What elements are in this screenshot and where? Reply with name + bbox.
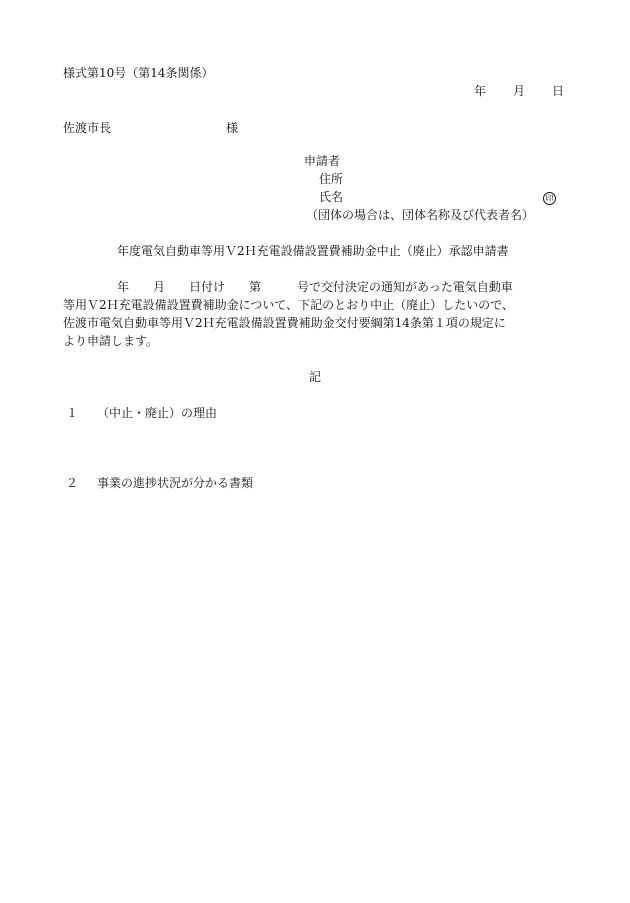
name-label: 氏名 xyxy=(319,190,344,204)
body-line: 年 月 日付け 第 号で交付決定の通知があった電気自動車 xyxy=(117,280,513,294)
item-text: 事業の進捗状況が分かる書類 xyxy=(97,476,254,490)
item-number: ２ xyxy=(66,476,79,490)
date-line: 年 月 日 xyxy=(474,84,566,98)
item-text: （中止・廃止）の理由 xyxy=(97,406,218,420)
document-title: 年度電気自動車等用Ｖ2Ｈ充電設備設置費補助金中止（廃止）承認申請書 xyxy=(117,244,509,258)
item-number: １ xyxy=(66,406,79,420)
seal-mark xyxy=(543,190,556,205)
addressee-name: 佐渡市長 xyxy=(63,121,112,135)
ki-heading: 記 xyxy=(309,370,322,384)
seal-mark-label: 印 xyxy=(543,192,556,205)
form-number: 様式第10号（第14条関係） xyxy=(63,66,214,80)
applicant-label: 申請者 xyxy=(304,154,341,168)
group-note: （団体の場合は、団体名称及び代表者名） xyxy=(306,208,535,222)
address-label: 住所 xyxy=(319,172,344,186)
body-line: より申請します。 xyxy=(63,334,159,348)
body-line: 等用Ｖ2Ｈ充電設備設置費補助金について、下記のとおり中止（廃止）したいので、 xyxy=(63,298,514,312)
addressee-honorific: 様 xyxy=(226,121,239,135)
body-line: 佐渡市電気自動車等用Ｖ2Ｈ充電設備設置費補助金交付要綱第14条第１項の規定に xyxy=(63,316,506,330)
